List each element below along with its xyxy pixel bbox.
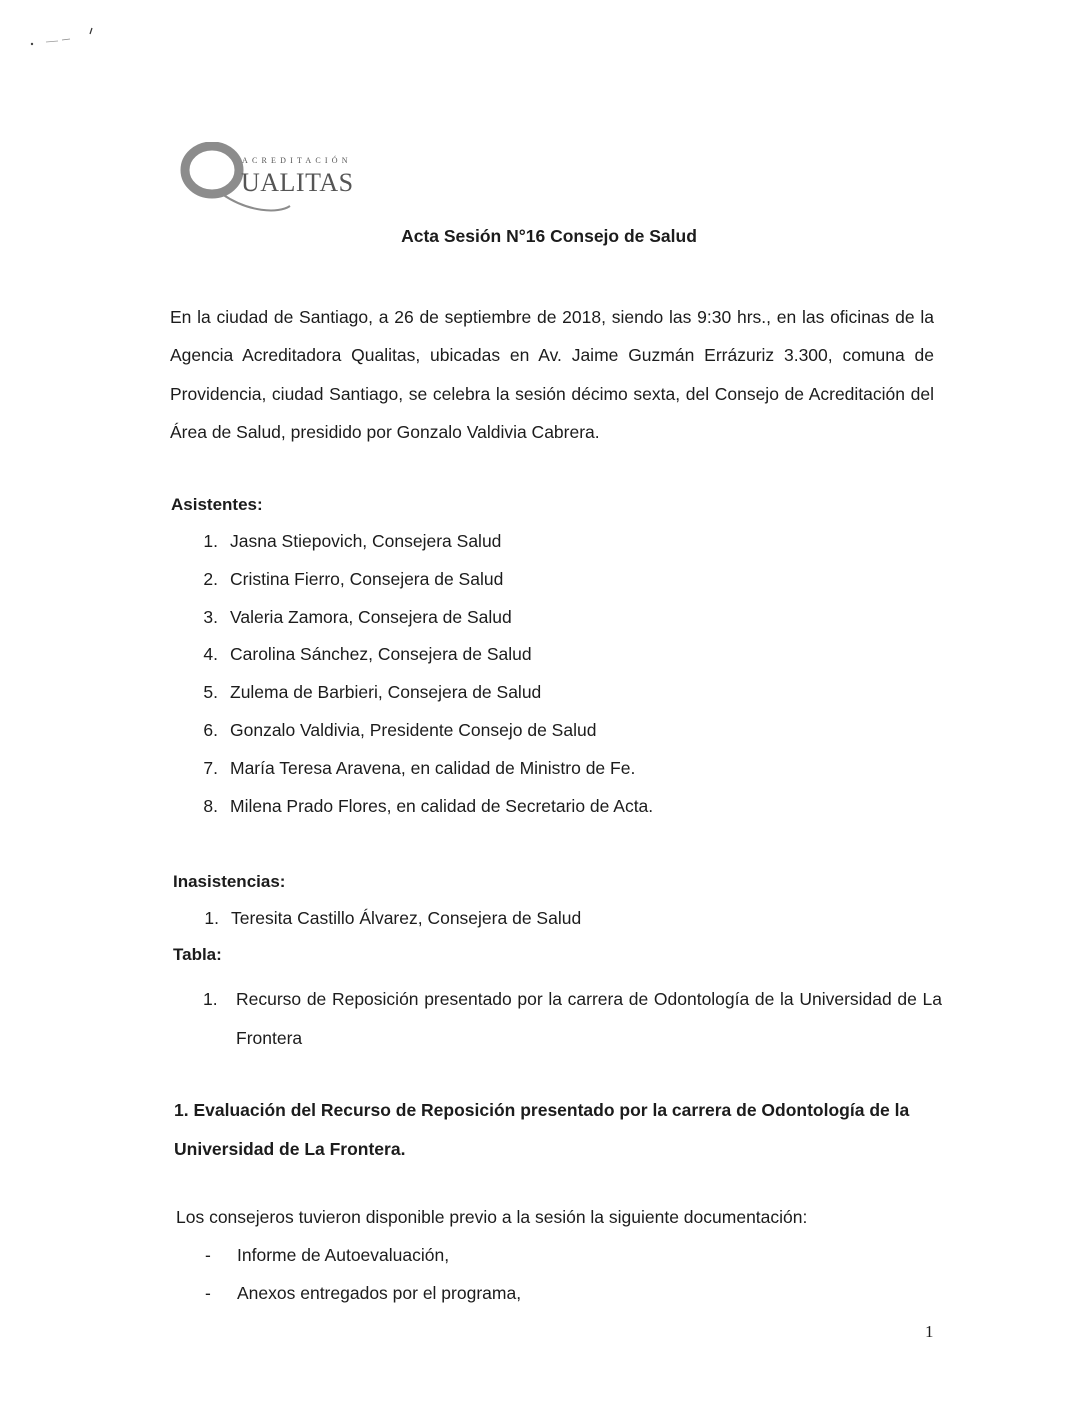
inasistencias-heading: Inasistencias: [173,872,286,891]
document-title: Acta Sesión N°16 Consejo de Salud [401,226,697,246]
tabla-item-text: Recurso de Reposición presentado por la carrera de Odontología de la Universidad de La Frontera [236,989,942,1048]
section-1-heading: 1. Evaluación del Recurso de Reposición presentado por la carrera de Odontología de la Universidad de La Frontera. [174,1100,910,1159]
document-page: ACREDITACIÓN UALITAS Acta Sesión N°16 Consejo de Salud En la ciudad de Santiago, a 26 de septiembre de 2018, siendo las 9:30 hrs., en las oficinas de la Agencia Acreditadora Qualitas, ubicadas en Av. Jaime Guzmán Errázuriz 3.300, comuna de Providencia, ciudad Santiago, se celebra la sesión décimo sexta, del Consejo de Acreditación del Área de Salud, presidido por Gonzalo Valdivia Cabrera. Asistentes: 1. Jasna Stiepovich, Consejera Salud 2. Cristina Fierro, Consejera de Salud 3. Valeria Zamora, Consejera de Salud 4. Carolina Sánchez, Consejera de Salud 5. Zulema de Barbieri, Consejera de Salud 6. Gonzalo Valdivia, Presidente Consejo de Salud 7. María Teresa Aravena, en calidad de Ministro de Fe. 8. Milena Prado Flores, en calidad de Secretario de Acta. Inasistencias: 1. Teresita Castillo Álvarez, Consejera de Salud Tabla: 1. Recurso de Reposición presentado por la carrera de Odontología de la Universidad de La Frontera 1. Evaluación del Recurso de Reposición presentado por la carrera de Odontología de la Universidad de La Frontera. Los consejeros tuvieron disponible previo a la sesión la siguiente documentación: - Informe de Autoevaluación, - Anexos entregados por el programa, 1 [0,0,1088,1408]
intro-paragraph: En la ciudad de Santiago, a 26 de septiembre de 2018, siendo las 9:30 hrs., en las oficinas de la Agencia Acreditadora Qualitas, ubicadas en Av. Jaime Guzmán Errázuriz 3.300, comuna de Providencia, ciudad Santiago, se celebra la sesión décimo sexta, del Consejo de Acreditación del Área de Salud, presidido por Gonzalo Valdivia Cabrera. [170,307,934,443]
asistentes-heading: Asistentes: [171,495,263,514]
page-number: 1 [925,1322,934,1341]
documentation-intro: Los consejeros tuvieron disponible previo a la sesión la siguiente documentación: [176,1207,808,1227]
logo-subtitle: ACREDITACIÓN [242,156,352,165]
qualitas-logo [178,142,358,222]
tabla-heading: Tabla: [173,945,222,964]
logo-wordmark: UALITAS [241,168,354,197]
scan-specks [28,26,108,50]
tabla-item-number: 1. [203,989,218,1009]
